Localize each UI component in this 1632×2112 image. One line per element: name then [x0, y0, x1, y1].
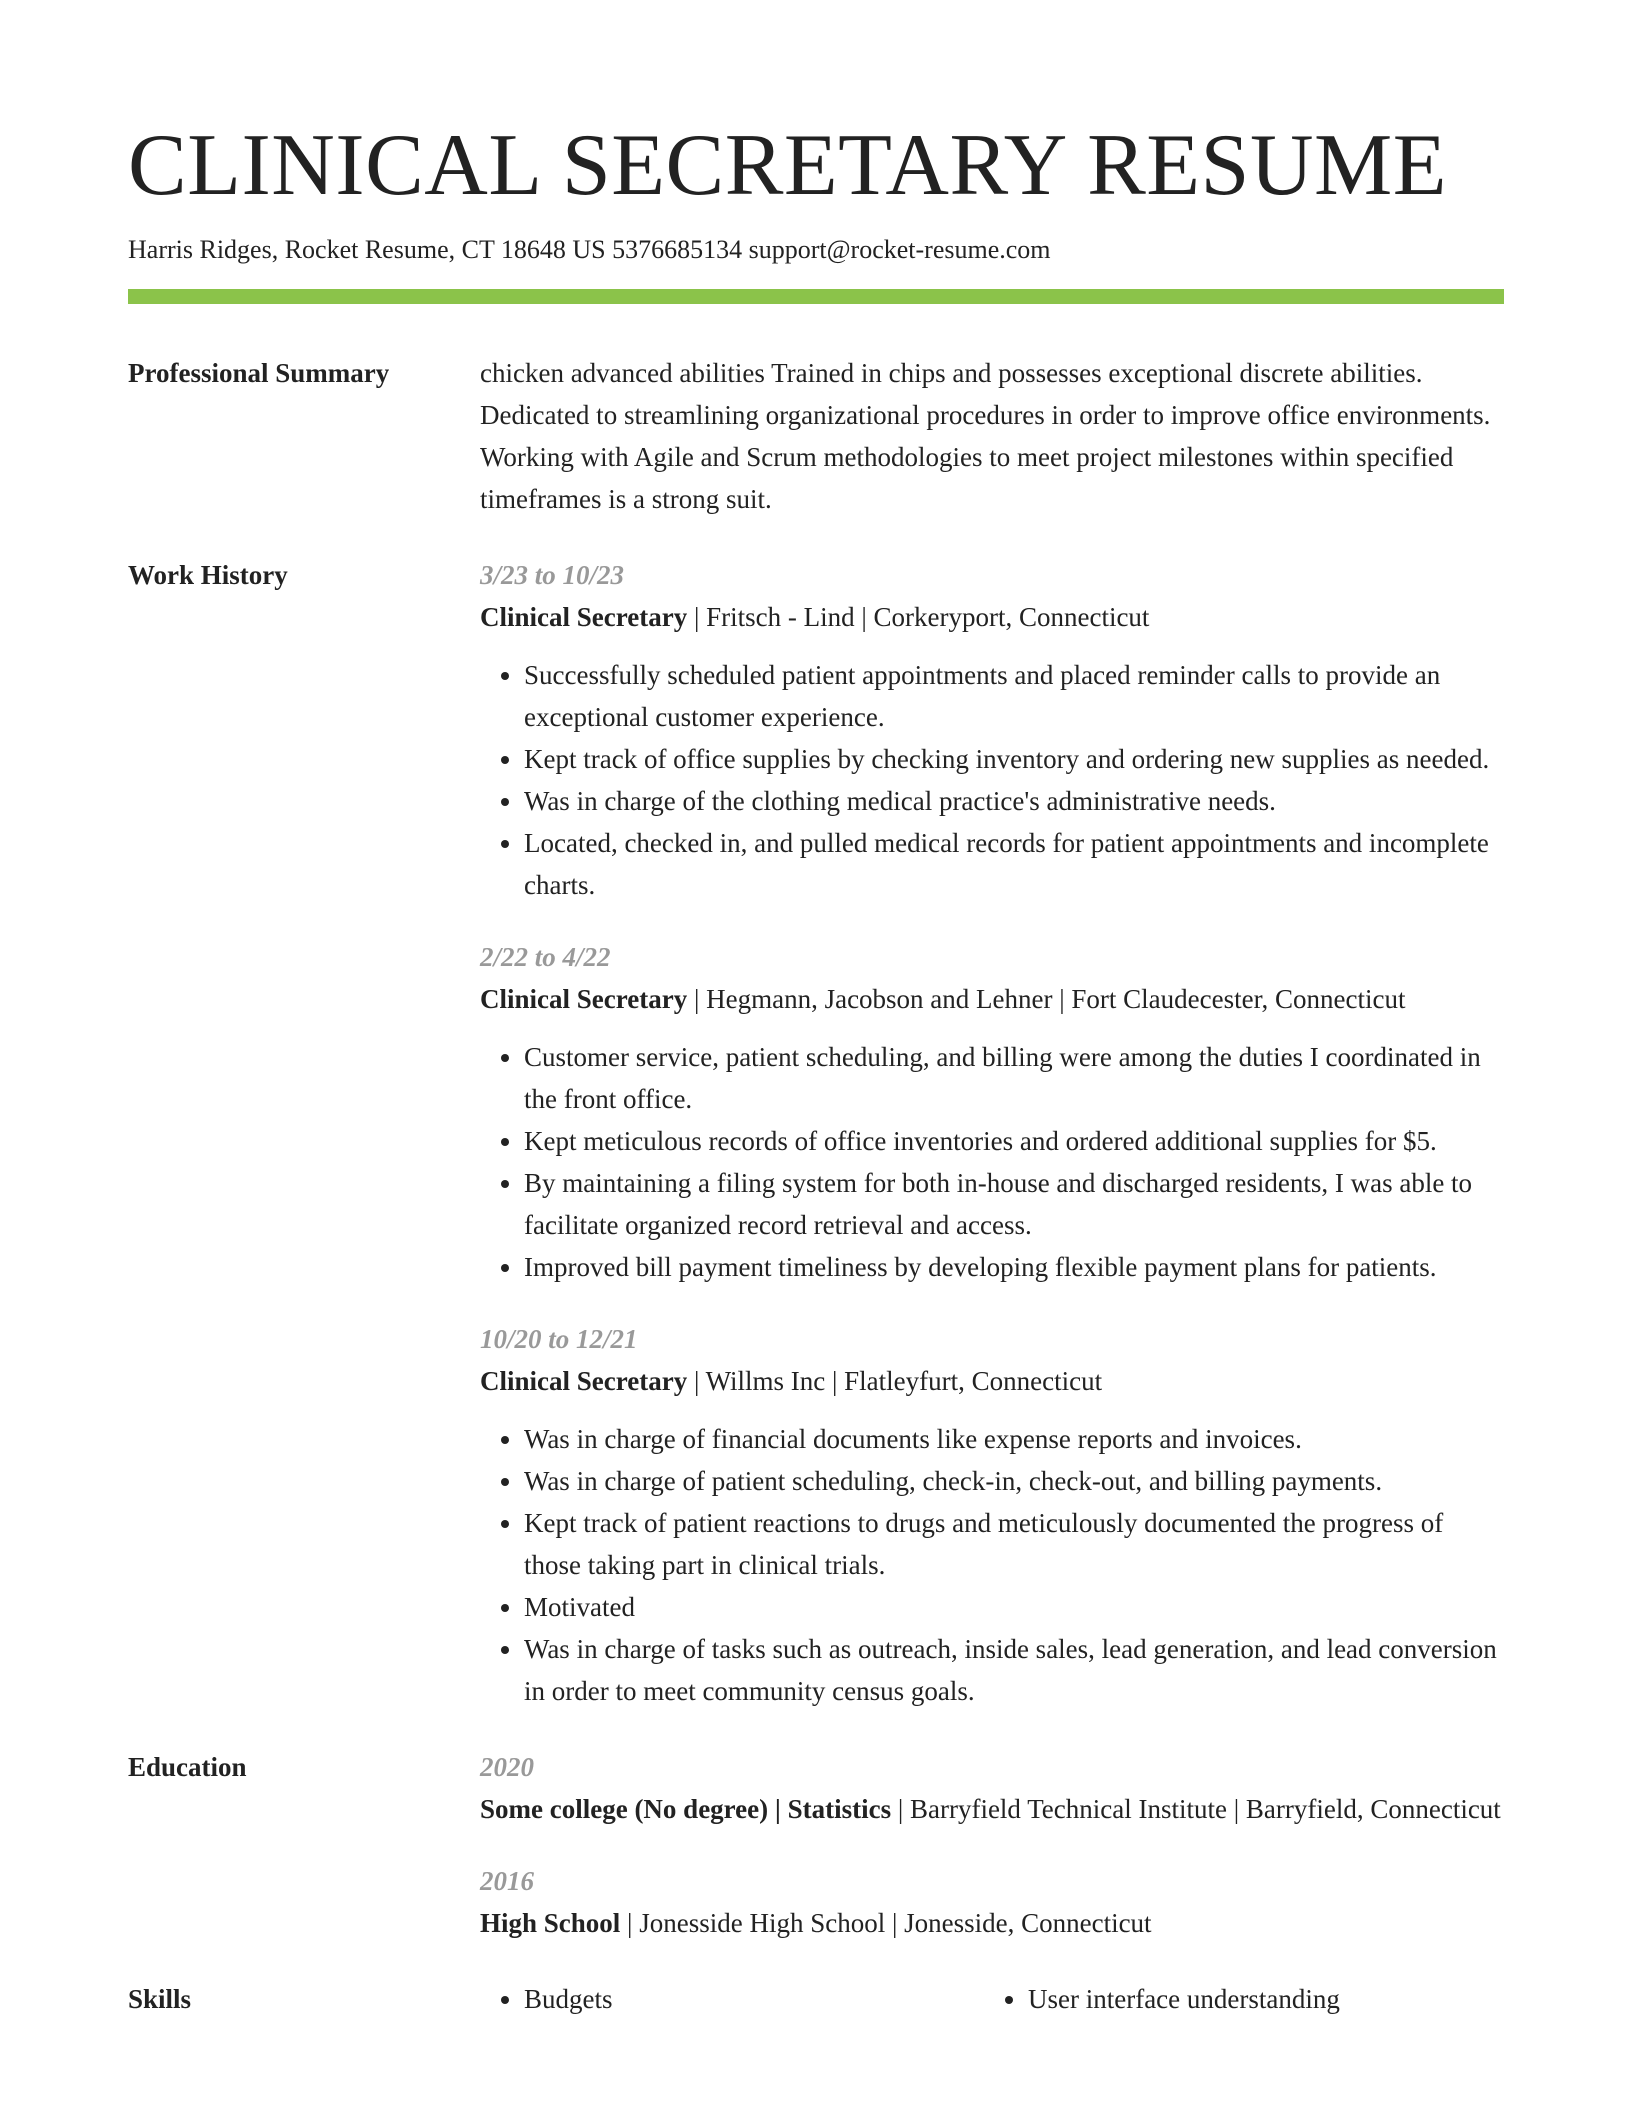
section-education [128, 1746, 1504, 1944]
list-item: • By maintaining a filing system for both in-house and discharged residents, I was able to facilitate organized record retrieval and access. [524, 1162, 1504, 1246]
section-title: Professional Summary [128, 357, 390, 388]
section-work-history [128, 554, 1504, 1712]
list-item: • Customer service, patient scheduling, and billing were among the duties I coordinated in the front office. [524, 1036, 1504, 1120]
job-details: | Fritsch - Lind | Corkeryport, Connecticut [687, 601, 1150, 632]
job-details: | Willms Inc | Flatleyfurt, Connecticut [687, 1365, 1103, 1396]
job-role: Clinical Secretary [480, 983, 688, 1014]
list-item: • User interface understanding [1028, 1978, 1488, 2020]
education-details: | Jonesside High School | Jonesside, Connecticut [620, 1907, 1152, 1938]
section-title: Education [128, 1751, 247, 1782]
job-bullets [480, 1418, 1504, 1712]
list-item: • Located, checked in, and pulled medical records for patient appointments and incomplete charts. [524, 822, 1504, 906]
job-bullets [480, 1036, 1504, 1288]
job-title-line [480, 978, 1504, 1020]
job-dates: 10/20 to 12/21 [480, 1323, 638, 1354]
list-item: • Motivated [524, 1586, 1504, 1628]
section-title: Work History [128, 559, 288, 590]
list-item: • Kept track of patient reactions to drugs and meticulously documented the progress of those taking part in clinical trials. [524, 1502, 1504, 1586]
job-dates: 2/22 to 4/22 [480, 941, 611, 972]
job-bullets [480, 654, 1504, 906]
accent-divider [128, 289, 1504, 304]
education-details: | Barryfield Technical Institute | Barryfield, Connecticut [891, 1793, 1501, 1824]
list-item: • Budgets [524, 1978, 984, 2020]
education-year: 2020 [480, 1751, 534, 1782]
summary-text: chicken advanced abilities Trained in chips and possesses exceptional discrete abilities. Dedicated to streamlining organizational procedures in order to improve office environments. Working with Agile and Scrum methodologies to meet project milestones within specified timeframes is a strong suit. [480, 357, 1491, 514]
education-line [480, 1788, 1504, 1830]
section-summary [128, 352, 1504, 520]
job-role: Clinical Secretary [480, 1365, 688, 1396]
education-entry [480, 1860, 1504, 1944]
job-title-line [480, 596, 1504, 638]
resume-page [128, 118, 1504, 2020]
contact-line: Harris Ridges, Rocket Resume, CT 18648 US 5376685134 support@rocket-resume.com [128, 234, 1051, 264]
education-line [480, 1902, 1504, 1944]
list-item: • Improved bill payment timeliness by developing flexible payment plans for patients. [524, 1246, 1504, 1288]
list-item: • Successfully scheduled patient appointments and placed reminder calls to provide an exceptional customer experience. [524, 654, 1504, 738]
education-year: 2016 [480, 1865, 534, 1896]
section-skills [128, 1978, 1504, 2020]
skills-list-right [984, 1978, 1488, 2020]
list-item: • Was in charge of the clothing medical practice's administrative needs. [524, 780, 1504, 822]
job-entry [480, 936, 1504, 1288]
job-entry [480, 1318, 1504, 1712]
section-title: Skills [128, 1983, 192, 2014]
list-item: • Was in charge of tasks such as outreach, inside sales, lead generation, and lead conversion in order to meet community census goals. [524, 1628, 1504, 1712]
list-item: • Was in charge of patient scheduling, check-in, check-out, and billing payments. [524, 1460, 1504, 1502]
resume-title: CLINICAL SECRETARY RESUME [128, 117, 1448, 214]
list-item: • Kept meticulous records of office inventories and ordered additional supplies for $5. [524, 1120, 1504, 1162]
education-degree: Some college (No degree) | Statistics [480, 1793, 892, 1824]
job-dates: 3/23 to 10/23 [480, 559, 625, 590]
job-title-line [480, 1360, 1504, 1402]
job-entry [480, 554, 1504, 906]
list-item: • Was in charge of financial documents like expense reports and invoices. [524, 1418, 1504, 1460]
list-item: • Kept track of office supplies by checking inventory and ordering new supplies as needed. [524, 738, 1504, 780]
education-entry [480, 1746, 1504, 1830]
job-details: | Hegmann, Jacobson and Lehner | Fort Claudecester, Connecticut [687, 983, 1406, 1014]
skills-list-left [480, 1978, 984, 2020]
job-role: Clinical Secretary [480, 601, 688, 632]
education-degree: High School [480, 1907, 621, 1938]
